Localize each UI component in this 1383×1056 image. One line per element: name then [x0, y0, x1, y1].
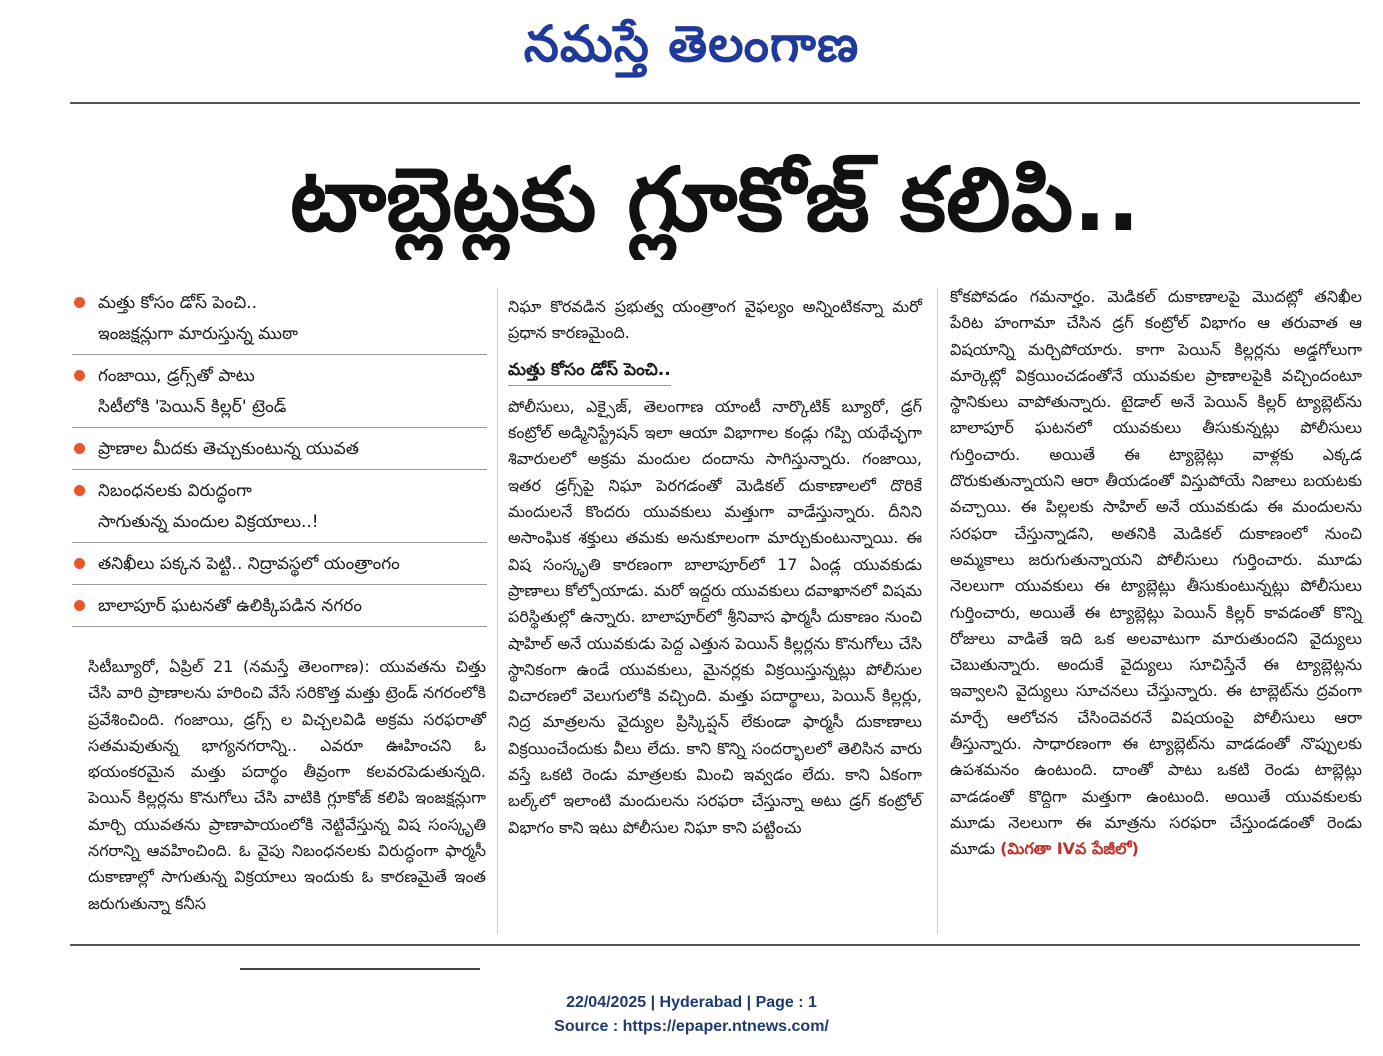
highlight-line: బాలాపూర్ ఘటనతో ఉలిక్కిపడిన నగరం: [98, 596, 362, 616]
cropped-next-article: [240, 968, 480, 976]
article-body-text: సిటీబ్యూరో, ఏప్రిల్ 21 (నమస్తే తెలంగాణ): యువతను చిత్తు చేసి వారి ప్రాణాలను హరించి వేసే సరికొత్త మత్తు ట్రెండ్ నగరంలోకి ప్రవేశించింది. గంజాయి, డ్రగ్స్ ల విచ్చలవిడి అక్రమ సరఫరాతో సతమవుతున్న భాగ్యనగరాన్ని.. ఎవరూ ఊహించని ఓ భయంకరమైన మత్తు పదార్థం తీవ్రంగా కలవరపెడుతున్నది. పెయిన్ కిల్లర్లను కొనుగోలు చేసి వాటికి గ్లూకోజ్ కలిపి ఇంజక్షన్లుగా మార్చి యువతను ప్రాణాపాయంలోకి నెట్టివేస్తున్న విష సంస్కృతి నగరాన్ని ఆవహించింది. ఓ వైపు నిబంధనలకు విరుద్ధంగా ఫార్మసీ దుకాణాల్లో సాగుతున్న విక్రయాలు ఇందుకు ఓ కారణమైతే ఇంత జరుగుతున్నా కనీస: [88, 657, 486, 913]
highlight-line: నిబంధనలకు విరుద్ధంగా: [98, 481, 252, 501]
edition-info: 22/04/2025 | Hyderabad | Page : 1: [566, 994, 817, 1011]
column-divider: [937, 288, 938, 934]
highlight-line: ఇంజక్షన్లుగా మారుస్తున్న ముఠా: [98, 324, 298, 344]
article-headline: టాబ్లెట్లకు గ్లూకోజ్ కలిపి..: [290, 148, 1140, 251]
highlight-line: సిటీలోకి 'పెయిన్ కిల్లర్' ట్రెండ్: [98, 397, 287, 417]
article-body-text: [950, 284, 1362, 863]
highlight-item: [72, 476, 487, 543]
masthead-rule: [70, 102, 1360, 104]
highlight-line: తనిఖీలు పక్కన పెట్టి.. నిద్రావస్థలో యంత్రాంగం: [98, 554, 400, 574]
article-column-3: [950, 284, 1362, 863]
article-body-text: నిఘా కొరవడిన ప్రభుత్వ యంత్రాంగ వైఫల్యం అన్నింటికన్నా మరో ప్రధాన కారణమైంది.: [508, 297, 922, 343]
bullet-dot-icon: [74, 370, 85, 381]
source-link[interactable]: Source : https://epaper.ntnews.com/: [554, 1018, 829, 1035]
bullet-dot-icon: [74, 558, 85, 569]
highlight-item: [72, 434, 487, 470]
highlight-item: [72, 361, 487, 428]
section-subhead: మత్తు కోసం డోస్ పెంచి..: [508, 357, 671, 386]
column-divider: [497, 288, 498, 934]
newspaper-masthead: నమస్తే తెలంగాణ: [523, 15, 860, 73]
highlight-line: సాగుతున్న మందుల విక్రయాలు..!: [98, 512, 319, 532]
article-body-text: కోకపోవడం గమనార్హం. మెడికల్ దుకాణాలపై మొదట్లో తనిఖీల పేరిట హంగామా చేసిన డ్రగ్ కంట్రోల్ విభాగం ఆ తరువాత ఆ విషయాన్ని మర్చిపోయారు. కాగా పెయిన్ కిల్లర్లను అడ్డగోలుగా మార్కెట్లో విక్రయించడంతోనే యువకుల ప్రాణాలపైకి వచ్చిందంటూ స్థానికులు వాపోతున్నారు. టైడాల్ అనే పెయిన్ కిల్లర్ ట్యాబ్లెట్‌ను బాలాపూర్ ఘటనలో యువకులు తీసుకున్నట్లు పోలీసులు గుర్తించారు. అయితే ఈ ట్యాబ్లెట్లు వాళ్లకు ఎక్కడ దొరుకుతున్నాయని ఆరా తీయడంతో విస్తుపోయే నిజాలు బయటకు వచ్చాయి. ఈ పిల్లలకు సాహిల్ అనే యువకుడు ఈ మందులను సరఫరా చేస్తున్నాడని, అతనికి మెడికల్ దుకాణంలో నుంచి అమ్మకాలు జరుగుతున్నాయని పోలీసులు గుర్తించారు. మూడు నెలలుగా యువకులు ఈ ట్యాబ్లెట్లు తీసుకుంటున్నట్లు పోలీసులు గుర్తించారు, అయితే ఈ ట్యాబ్లెట్లు పెయిన్ కిల్లర్ కావడంతో కొన్ని రోజులు వాడితే ఇది ఒక అలవాటుగా మారుతుందని వైద్యులు చెబుతున్నారు. అందుకే వైద్యులు సూచిస్తేనే ఈ ట్యాబ్లెట్లను ఇవ్వాలని వైద్యులు సూచనలు చేస్తున్నారు. ఈ టాబ్లెట్‌ను ద్రవంగా మార్చే ఆలోచన చేసిందెవరనే విషయంపై పోలీసులు ఆరా తీస్తున్నారు. సాధారణంగా ఈ ట్యాబ్లెట్‌ను వాడడంతో నొప్పులకు ఉపశమనం ఉంటుంది. దాంతో పాటు ఒకటి రెండు టాబ్లెట్లు వాడడంతో కొద్దిగా మత్తుగా ఉంటుంది. అయితే యువకులకు మూడు నెలలుగా ఈ మాత్రను సరఫరా చేస్తుండడంతో రెండు మూడు: [950, 287, 1362, 859]
bullet-dot-icon: [74, 600, 85, 611]
article-column-2: [508, 294, 922, 841]
bullet-dot-icon: [74, 443, 85, 454]
continued-on-page-link[interactable]: (మిగతా IVవ పేజీలో): [1000, 839, 1139, 859]
article-column-1: [88, 654, 486, 917]
highlight-line: ప్రాణాల మీదకు తెచ్చుకుంటున్న యువత: [98, 439, 359, 459]
highlight-item: [72, 591, 487, 627]
highlight-item: [72, 288, 487, 355]
highlight-line: మత్తు కోసం డోస్ పెంచి..: [98, 293, 258, 313]
page-bottom-rule: [70, 944, 1360, 946]
highlights-list: [72, 288, 487, 633]
highlight-line: గంజాయి, డ్రగ్స్‌తో పాటు: [98, 366, 255, 386]
article-body-text: పోలీసులు, ఎక్సైజ్, తెలంగాణ యాంటీ నార్కొటిక్ బ్యూరో, డ్రగ్ కంట్రోల్ అడ్మినిస్ట్రేషన్ ఇలా ఆయా విభాగాల కండ్లు గప్పి యథేచ్ఛగా శివారులలో అక్రమ మందుల దందాను సాగిస్తున్నారు. గంజాయి, ఇతర డ్రగ్స్‌పై నిఘా పెరగడంతో మెడికల్ దుకాణాలలో దొరికే మందులనే కొందరు యువకులు మత్తుగా వాడేస్తున్నారు. దీనిని అసాంఘిక శక్తులు తమకు అనుకూలంగా మార్చుకుంటున్నాయి. ఈ విష సంస్కృతి కారణంగా బాలాపూర్‌లో 17 ఏండ్ల యువకుడు ప్రాణాలు కోల్పోయాడు. మరో ఇద్దరు యువకులు దవాఖానలో విషమ పరిస్థితుల్లో ఉన్నారు. బాలాపూర్‌లో శ్రీనివాస ఫార్మసీ దుకాణం నుంచి షాహిల్ అనే యువకుడు పెద్ద ఎత్తున పెయిన్ కిల్లర్లను కొనుగోలు చేసి స్థానికంగా ఉండే యువకులు, మైనర్లకు విక్రయిస్తున్నట్లు పోలీసుల విచారణలో వెలుగులోకి వచ్చింది. మత్తు పదార్థాలు, పెయిన్ కిల్లర్లు, నిద్ర మాత్రలను వైద్యుల ప్రిస్కిప్షన్ లేకుండా ఫార్మసీ దుకాణాలు విక్రయించేందుకు వీలు లేదు. కాని కొన్ని సందర్భాలలో తెలిసిన వారు వస్తే ఒకటి రెండు మాత్రలకు మించి ఇవ్వడం లేదు. కాని ఏకంగా బల్క్‌లో ఇలాంటి మందులను సరఫరా చేస్తున్నా అటు డ్రగ్ కంట్రోల్ విభాగం కాని ఇటు పోలీసుల నిఘా కాని పట్టించు: [508, 396, 922, 837]
bullet-dot-icon: [74, 297, 85, 308]
bullet-dot-icon: [74, 485, 85, 496]
highlight-item: [72, 549, 487, 585]
